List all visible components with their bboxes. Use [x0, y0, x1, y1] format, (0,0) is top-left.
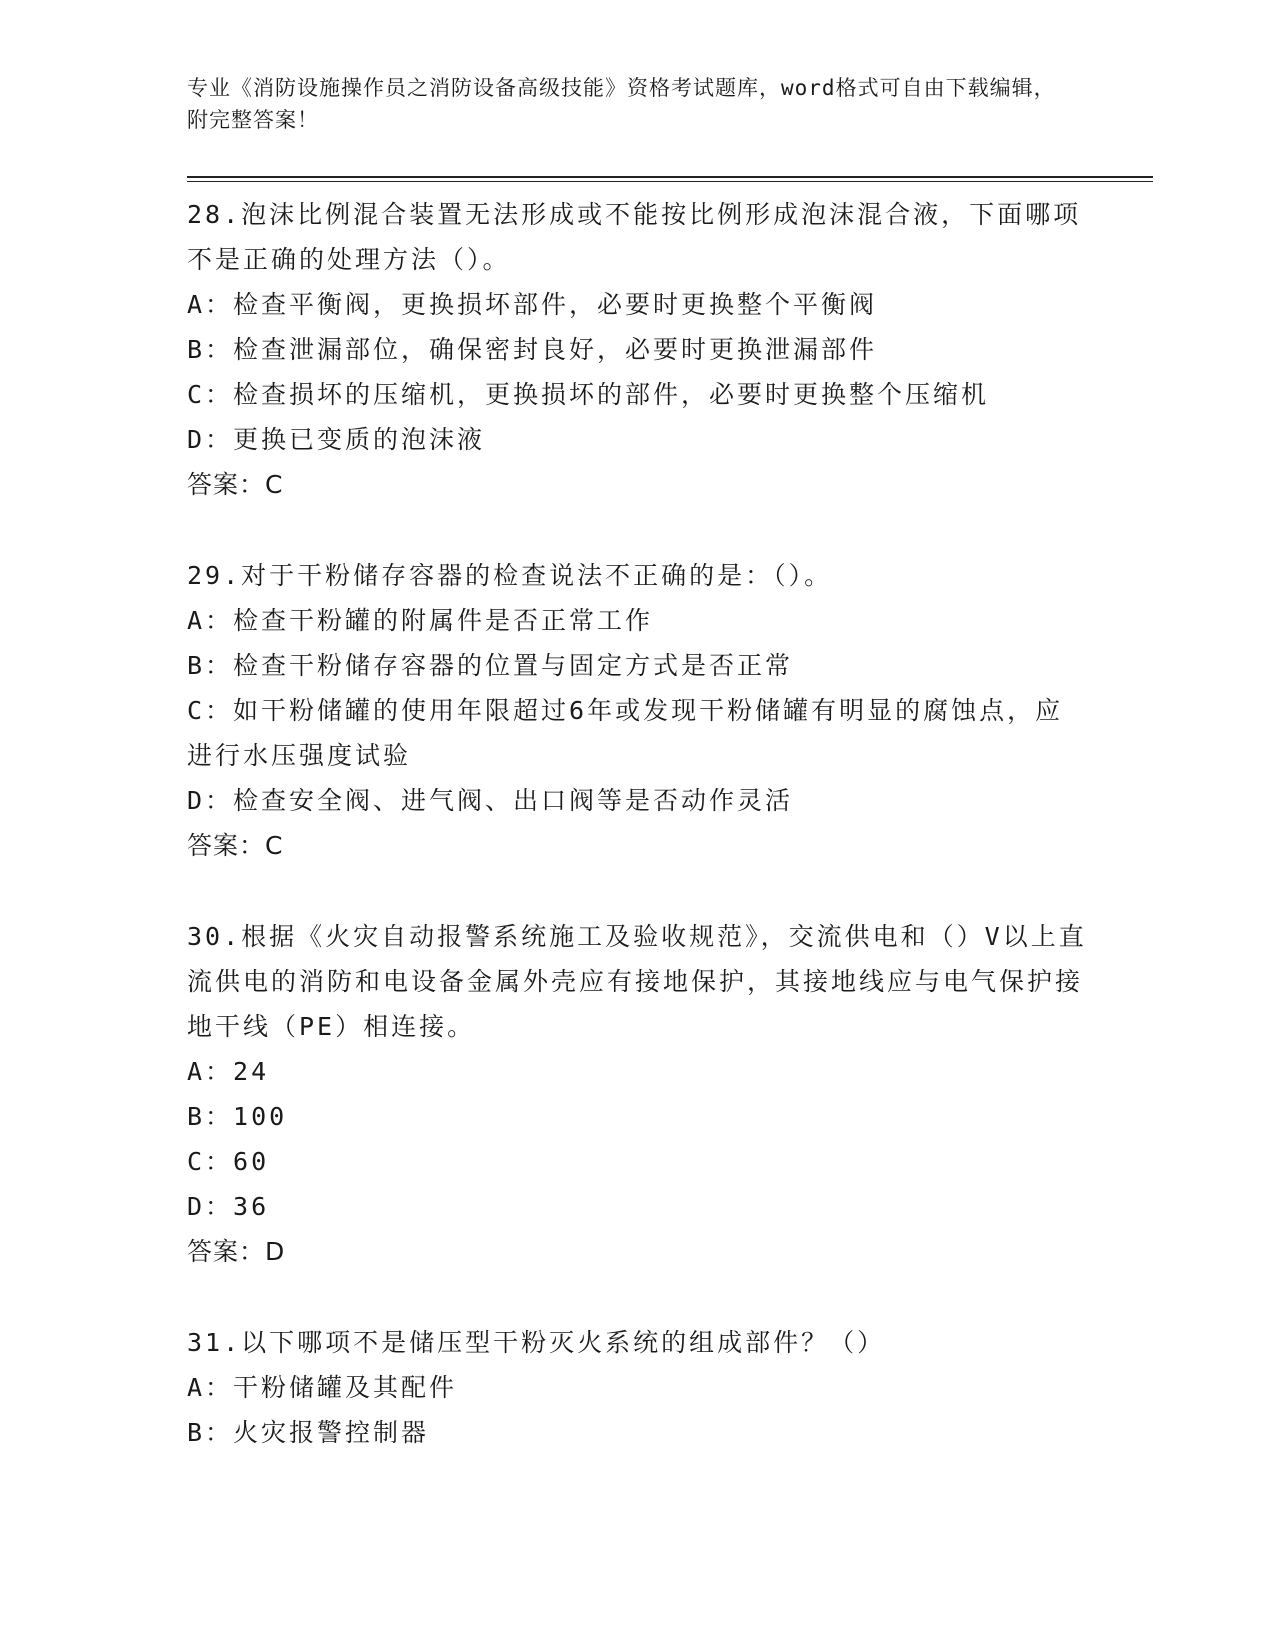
option-c: C：检查损坏的压缩机，更换损坏的部件，必要时更换整个压缩机	[187, 380, 990, 409]
question-text: 30.根据《火灾自动报警系统施工及验收规范》，交流供电和（）V以上直流供电的消防和电设备金属外壳应有接地保护，其接地线应与电气保护接地干线（PE）相连接。	[187, 922, 1087, 1041]
option-b: B：100	[187, 1102, 288, 1131]
option-a: A：检查干粉罐的附属件是否正常工作	[187, 606, 654, 635]
question-31	[187, 1320, 1087, 1455]
option-d: D：36	[187, 1192, 270, 1221]
question-list	[187, 192, 1087, 1501]
question-30	[187, 914, 1087, 1274]
question-text: 28.泡沫比例混合装置无法形成或不能按比例形成泡沫混合液，下面哪项不是正确的处理方法（）。	[187, 200, 1082, 274]
answer-text: 答案：D	[187, 1237, 286, 1266]
option-c: C：60	[187, 1147, 270, 1176]
question-28	[187, 192, 1087, 507]
option-d: D：检查安全阀、进气阀、出口阀等是否动作灵活	[187, 786, 794, 815]
question-text: 29.对于干粉储存容器的检查说法不正确的是：（）。	[187, 561, 833, 590]
option-a: A：干粉储罐及其配件	[187, 1373, 458, 1402]
answer-text: 答案：C	[187, 831, 284, 860]
answer-text: 答案：C	[187, 470, 284, 499]
option-d: D：更换已变质的泡沫液	[187, 425, 486, 454]
option-b: B：检查干粉储存容器的位置与固定方式是否正常	[187, 651, 794, 680]
option-c: C：如干粉储罐的使用年限超过6年或发现干粉储罐有明显的腐蚀点，应进行水压强度试验	[187, 696, 1064, 770]
document-header: 专业《消防设施操作员之消防设备高级技能》资格考试题库，word格式可自由下载编辑，附完整答案！	[187, 76, 1056, 132]
option-b: B：检查泄漏部位，确保密封良好，必要时更换泄漏部件	[187, 335, 878, 364]
option-a: A：检查平衡阀，更换损坏部件，必要时更换整个平衡阀	[187, 290, 878, 319]
question-29	[187, 553, 1087, 868]
header-divider-thin	[187, 181, 1153, 182]
option-a: A：24	[187, 1057, 270, 1086]
option-b: B：火灾报警控制器	[187, 1418, 430, 1447]
header-divider-thick	[187, 176, 1153, 178]
question-text: 31.以下哪项不是储压型干粉灭火系统的组成部件？（）	[187, 1328, 886, 1357]
